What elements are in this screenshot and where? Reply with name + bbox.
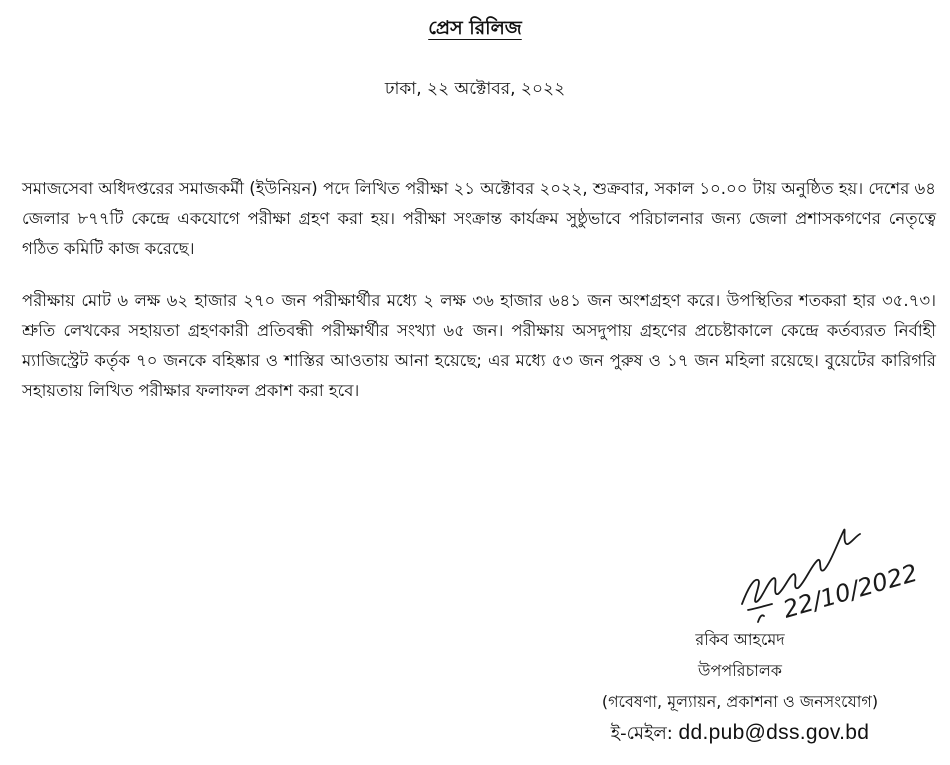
- signatory-designation: উপপরিচালক: [698, 661, 782, 680]
- paragraph-attendance: পরীক্ষায় মোট ৬ লক্ষ ৬২ হাজার ২৭০ জন পরীক্ষার্থীর মধ্যে ২ লক্ষ ৩৬ হাজার ৬৪১ জন অংশগ্রহণ করে। উপস্থিতির শতকরা হার ৩৫.৭৩। শ্রুতি লেখকের সহায়তা গ্রহণকারী প্রতিবন্ধী পরীক্ষার্থীর সংখ্যা ৬৫ জন। পরীক্ষায় অসদুপায় গ্রহণের প্রচেষ্টাকালে কেন্দ্রে কর্তব্যরত নির্বাহী ম্যাজিস্ট্রেট কর্তৃক ৭০ জনকে বহিষ্কার ও শাস্তির আওতায় আনা হয়েছে; এর মধ্যে ৫৩ জন পুরুষ ও ১৭ জন মহিলা রয়েছে। বুয়েটের কারিগরি সহায়তায় লিখিত পরীক্ষার ফলাফল প্রকাশ করা হবে।: [22, 291, 936, 400]
- paragraph-exam-info: সমাজসেবা অধিদপ্তরের সমাজকর্মী (ইউনিয়ন) পদে লিখিত পরীক্ষা ২১ অক্টোবর ২০২২, শুক্রবার, সকাল ১০.০০ টায় অনুষ্ঠিত হয়। দেশের ৬৪ জেলার ৮৭৭টি কেন্দ্রে একযোগে পরীক্ষা গ্রহণ করা হয়। পরীক্ষা সংক্রান্ত কার্যক্রম সুষ্ঠুভাবে পরিচালনার জন্য জেলা প্রশাসকগণের নেতৃত্বে গঠিত কমিটি কাজ করেছে।: [22, 179, 936, 258]
- signatory-block: [540, 624, 940, 749]
- email-address[interactable]: dd.pub@dss.gov.bd: [678, 721, 870, 744]
- signatory-name: রকিব আহমেদ: [695, 630, 785, 649]
- handwritten-signature: [728, 518, 948, 638]
- press-release-title: প্রেস রিলিজ: [428, 17, 522, 39]
- email-line: [540, 717, 940, 749]
- email-label: ই-মেইল:: [610, 723, 673, 744]
- signature-date: 22/10/2022: [779, 558, 921, 624]
- signatory-department: (গবেষণা, মূল্যায়ন, প্রকাশনা ও জনসংযোগ): [601, 692, 879, 711]
- dateline: ঢাকা, ২২ অক্টোবর, ২০২২: [384, 79, 566, 99]
